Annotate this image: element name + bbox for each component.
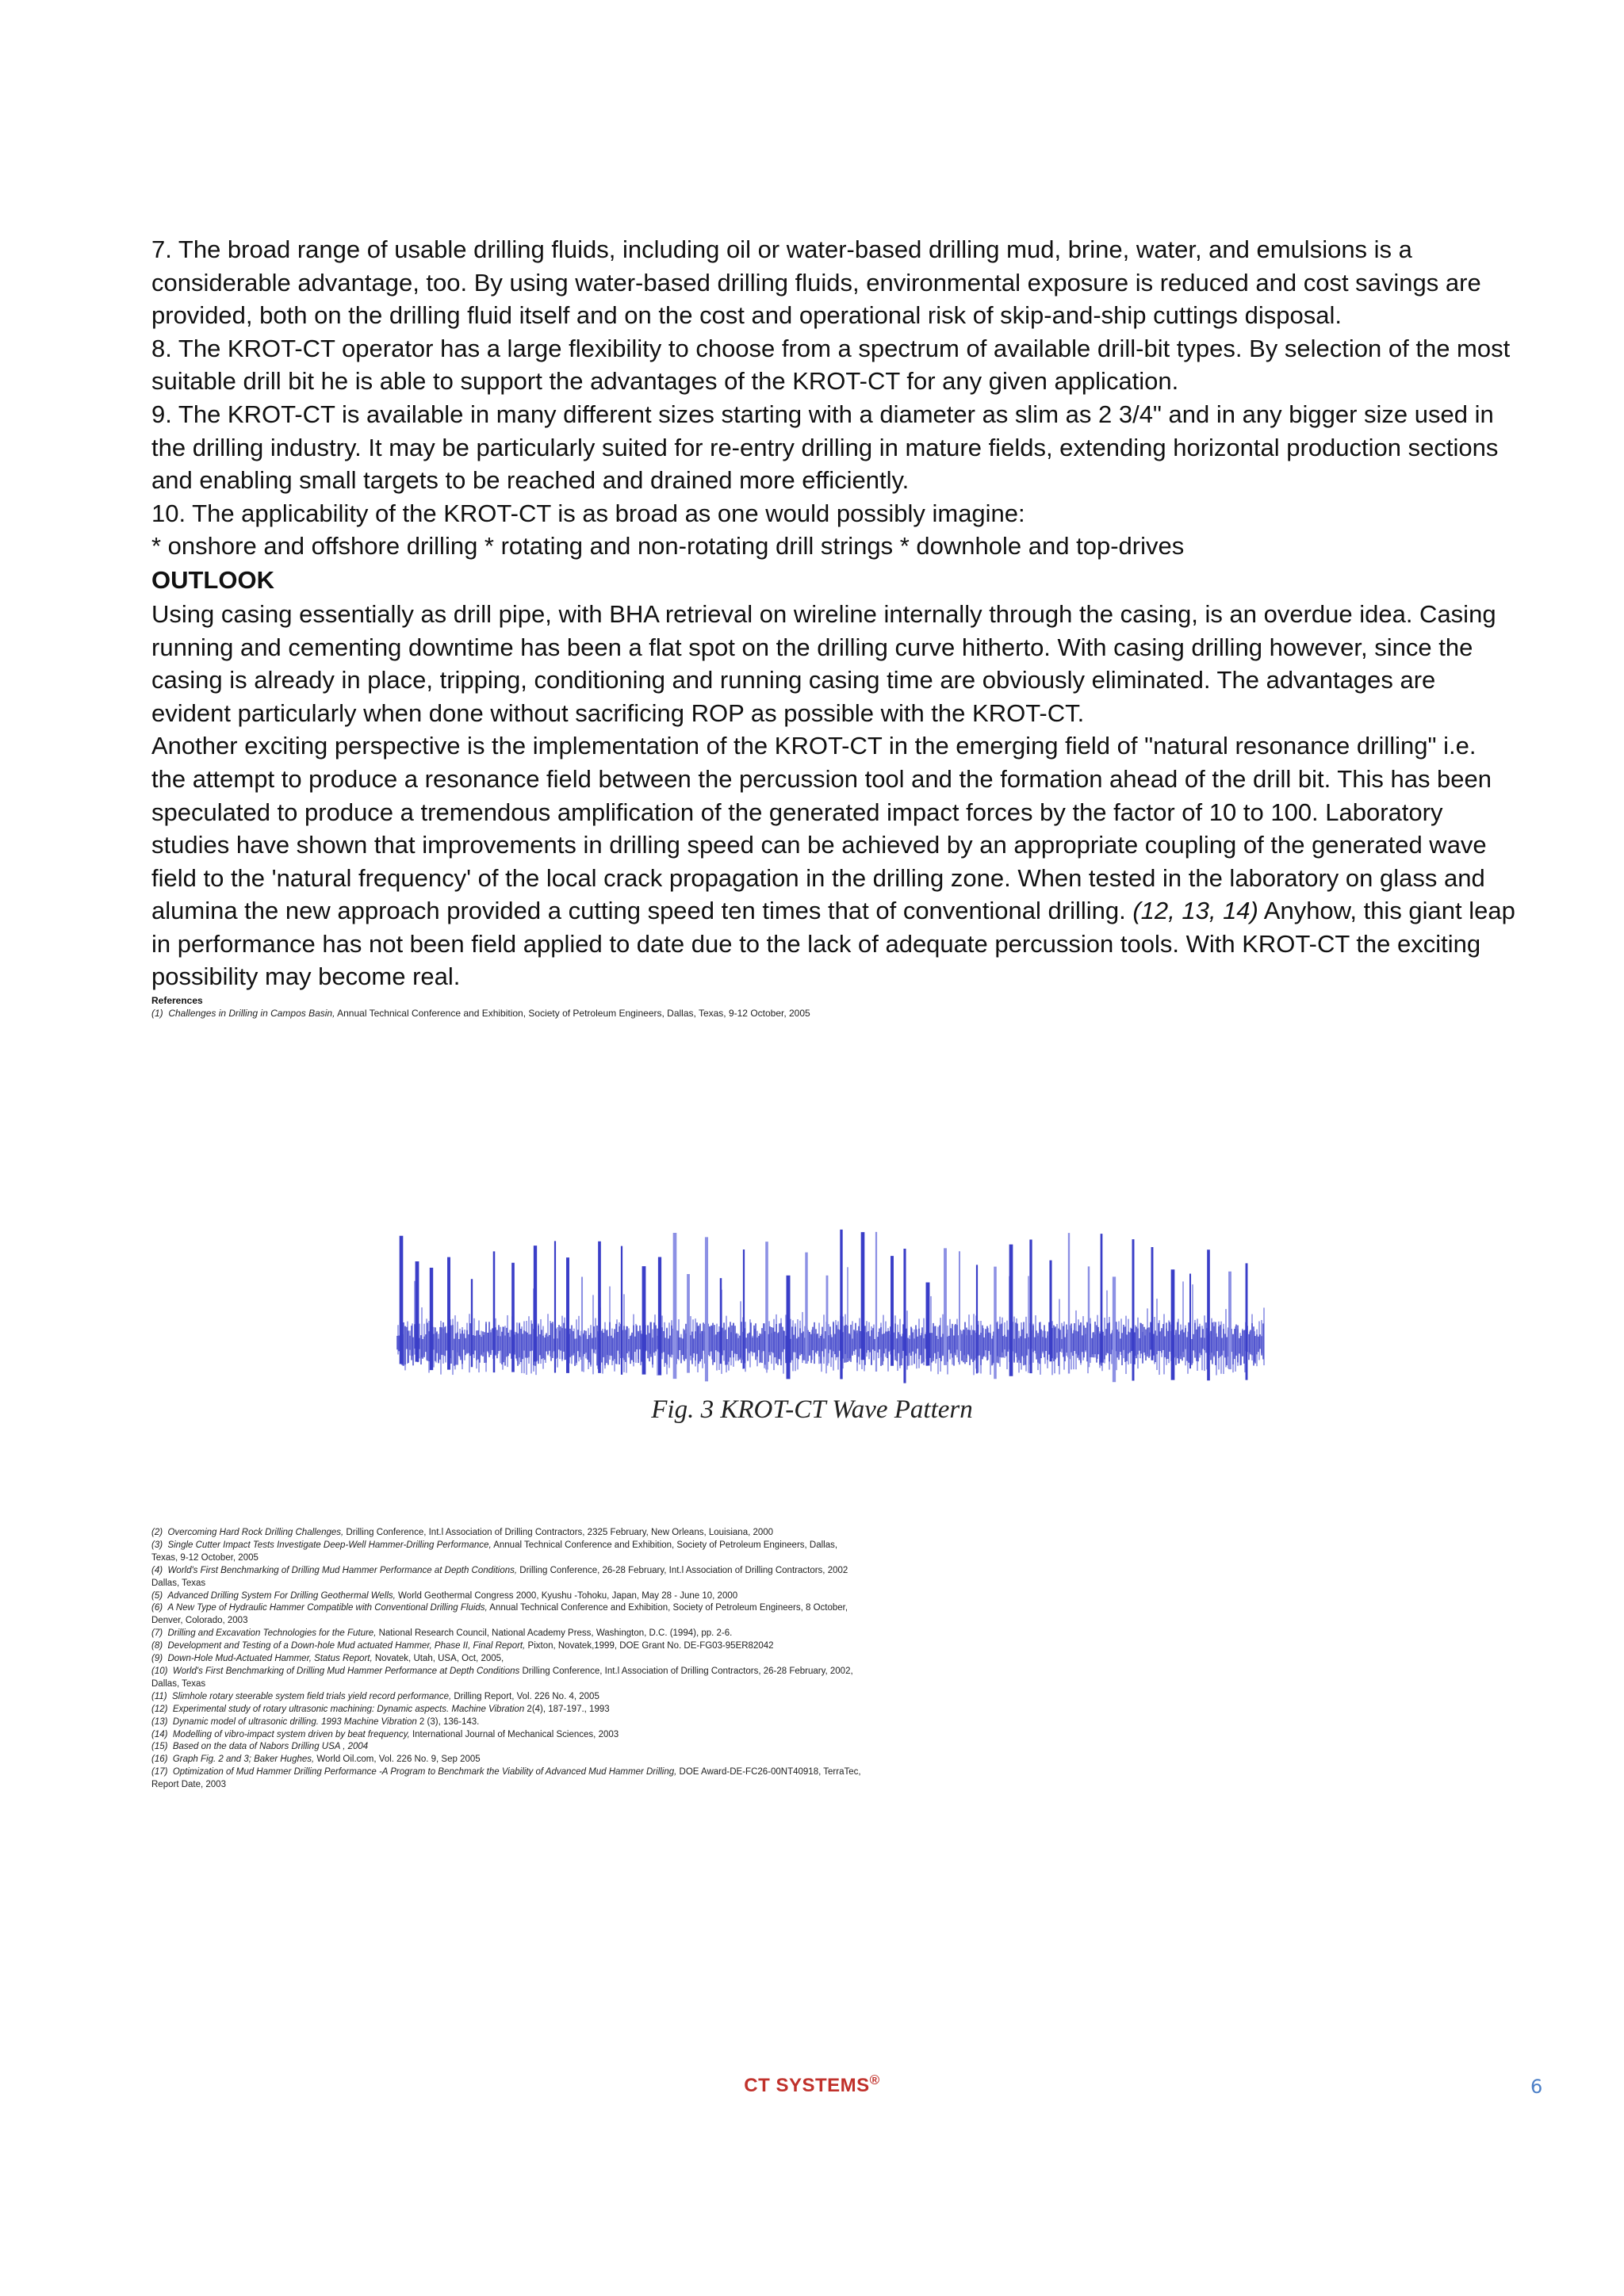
page-number: 6 <box>1530 2076 1543 2098</box>
reference-title: Drilling and Excavation Technologies for the Future, <box>167 1628 377 1639</box>
reference-number: (15) <box>151 1742 168 1752</box>
reference-title: World's First Benchmarking of Drilling Mud Hammer Performance at Depth Conditions <box>172 1666 520 1676</box>
reference-details: World Oil.com, Vol. 226 No. 9, Sep 2005 <box>314 1755 481 1765</box>
reference-number: (8) <box>151 1641 163 1651</box>
outlook-paragraph-2-start: Another exciting perspective is the implementation of the KROT-CT in the emerging field of "natural resonance drilling" i.e. the attempt to produce a resonance field between the percussion tool and the formation ahead of the drill bit. This has been speculated to produce a tremendous amplification of the generated impact forces by the factor of 10 to 100. Laboratory studies have shown that improvements in drilling speed can be achieved by an appropriate coupling of the generated wave field to the 'natural frequency' of the local crack propagation in the drilling zone. When tested in the laboratory on glass and alumina the new approach provided a cutting speed ten times that of conventional drilling. <box>151 732 1492 925</box>
reference-details: Pixton, Novatek,1999, DOE Grant No. DE-FG03-95ER82042 <box>525 1641 774 1651</box>
reference-number: (4) <box>151 1565 163 1575</box>
reference-details: 2 (3), 136-143. <box>416 1716 480 1727</box>
reference-item <box>151 1716 865 1729</box>
outlook-paragraph-1: Using casing essentially as drill pipe, with BHA retrieval on wireline internally through the casing, is an overdue idea. Casing running and cementing downtime has been a flat spot on the drilling curve hitherto. With casing drilling however, since the casing is already in place, tripping, conditioning and running casing time are obviously eliminated. The advantages are evident particularly when done without sacrificing ROP as possible with the KROT-CT. <box>151 599 1496 727</box>
reference-item <box>151 1602 865 1628</box>
reference-details: Novatek, Utah, USA, Oct, 2005, <box>372 1654 504 1664</box>
reference-title: Based on the data of Nabors Drilling USA , 2004 <box>172 1742 369 1752</box>
main-text-column <box>151 233 1515 1020</box>
outlook-heading: OUTLOOK <box>151 565 274 594</box>
reference-title: Single Cutter Impact Tests Investigate Deep-Well Hammer-Drilling Performance, <box>167 1540 492 1550</box>
references-list <box>151 1527 865 1792</box>
footer-brand <box>0 2072 1624 2097</box>
reference-title: Overcoming Hard Rock Drilling Challenges, <box>167 1528 344 1537</box>
reference-number: (7) <box>151 1628 163 1639</box>
reference-item <box>151 1653 865 1666</box>
reference-number: (11) <box>151 1691 167 1701</box>
registered-mark: ® <box>869 2072 880 2087</box>
reference-item <box>151 1540 865 1565</box>
reference-item <box>151 1741 865 1754</box>
reference-title: Slimhole rotary steerable system field trials yield record performance, <box>172 1691 452 1701</box>
reference-item <box>151 1704 865 1716</box>
reference-item-1 <box>151 1007 1515 1020</box>
reference-details: Drilling Conference, 26-28 February, Int.l Association of Drilling Contractors, 2002 Dallas, Texas <box>151 1565 848 1588</box>
reference-item <box>151 1590 865 1603</box>
reference-number: (5) <box>151 1590 163 1601</box>
reference-details: Annual Technical Conference and Exhibition, Society of Petroleum Engineers, 8 October, Denver, Colorado, 2003 <box>151 1603 848 1626</box>
reference-item <box>151 1729 865 1742</box>
references-heading: References <box>151 995 203 1007</box>
reference-item <box>151 1754 865 1766</box>
reference-details: World Geothermal Congress 2000, Kyushu -Tohoku, Japan, May 28 - June 10, 2000 <box>395 1590 738 1601</box>
reference-item <box>151 1565 865 1590</box>
reference-number: (1) <box>151 1008 163 1020</box>
reference-number: (9) <box>151 1654 163 1664</box>
reference-title: A New Type of Hydraulic Hammer Compatible with Conventional Drilling Fluids, <box>167 1603 488 1613</box>
reference-title: Graph Fig. 2 and 3; Baker Hughes, <box>172 1755 315 1765</box>
reference-title: Experimental study of rotary ultrasonic machining: Dynamic aspects. Machine Vibration <box>172 1704 525 1714</box>
reference-item <box>151 1691 865 1704</box>
outlook-paragraph-2-end: Anyhow, this giant leap in performance has not been field applied to date due to the lack of adequate percussion tools. With KROT-CT the exciting possibility may become real. <box>151 897 1515 991</box>
reference-item <box>151 1640 865 1653</box>
reference-details: Drilling Report, Vol. 226 No. 4, 2005 <box>451 1691 599 1701</box>
reference-item <box>151 1628 865 1640</box>
reference-item <box>151 1766 865 1792</box>
reference-number: (6) <box>151 1603 163 1613</box>
reference-title: Advanced Drilling System For Drilling Geothermal Wells, <box>167 1590 396 1601</box>
reference-details: DOE Award-DE-FC26-00NT40918, TerraTec, Report Date, 2003 <box>151 1767 861 1790</box>
reference-title: Optimization of Mud Hammer Drilling Performance -A Program to Benchmark the Viability of Advanced Mud Hammer Drilling, <box>172 1767 677 1777</box>
reference-details: 2(4), 187-197., 1993 <box>524 1704 610 1714</box>
reference-title: Down-Hole Mud-Actuated Hammer, Status Report, <box>167 1654 373 1664</box>
reference-title: Development and Testing of a Down-hole Mud actuated Hammer, Phase II, Final Report, <box>167 1641 526 1651</box>
reference-details: International Journal of Mechanical Sciences, 2003 <box>409 1729 619 1739</box>
reference-number: (12) <box>151 1704 168 1714</box>
paragraph-item-8: 8. The KROT-CT operator has a large flexibility to choose from a spectrum of available drill-bit types. By selection of the most suitable drill bit he is able to support the advantages of the KROT-CT for any given application. <box>151 334 1511 396</box>
reference-number: (13) <box>151 1716 168 1727</box>
outlook-paragraph-2 <box>151 729 1515 993</box>
paragraph-item-10: 10. The applicability of the KROT-CT is as broad as one would possibly imagine: <box>151 499 1025 527</box>
reference-number: (2) <box>151 1528 163 1537</box>
reference-title: World's First Benchmarking of Drilling Mud Hammer Performance at Depth Conditions, <box>167 1565 518 1575</box>
reference-number: (14) <box>151 1729 168 1739</box>
reference-title: Dynamic model of ultrasonic drilling. 1993 Machine Vibration <box>172 1716 417 1727</box>
reference-title: Modelling of vibro-impact system driven by beat frequency, <box>172 1729 410 1739</box>
figure-caption: Fig. 3 KROT-CT Wave Pattern <box>651 1395 973 1424</box>
wave-signal <box>397 1230 1264 1383</box>
reference-details: Annual Technical Conference and Exhibition, Society of Petroleum Engineers, Dallas, Texas, 9-12 October, 2005 <box>335 1008 810 1020</box>
reference-details: National Research Council, National Academy Press, Washington, D.C. (1994), pp. 2-6. <box>376 1628 733 1639</box>
reference-number: (3) <box>151 1540 163 1550</box>
reference-number: (17) <box>151 1767 168 1777</box>
reference-details: Drilling Conference, Int.l Association of Drilling Contractors, 2325 February, New Orleans, Louisiana, 2000 <box>343 1528 774 1537</box>
applicability-bullets: * onshore and offshore drilling * rotating and non-rotating drill strings * downhole and top-drives <box>151 532 1185 561</box>
paragraph-item-7: 7. The broad range of usable drilling fluids, including oil or water-based drilling mud, brine, water, and emulsions is a considerable advantage, too. By using water-based drilling fluids, environmental exposure is reduced and cost savings are provided, both on the drilling fluid itself and on the cost and operational risk of skip-and-ship cuttings disposal. <box>151 235 1481 330</box>
reference-title: Challenges in Drilling in Campos Basin, <box>168 1008 335 1020</box>
brand-name: CT SYSTEMS <box>744 2075 870 2096</box>
reference-item <box>151 1527 865 1540</box>
reference-number: (10) <box>151 1666 168 1676</box>
reference-details: Drilling Conference, Int.l Association of Drilling Contractors, 26-28 February, 2002, Dallas, Texas <box>151 1666 853 1689</box>
reference-number: (16) <box>151 1755 168 1765</box>
reference-details: Annual Technical Conference and Exhibition, Society of Petroleum Engineers, Dallas, Texas, 9-12 October, 2005 <box>151 1540 838 1563</box>
wave-pattern-figure <box>396 1225 1265 1391</box>
reference-item <box>151 1666 865 1691</box>
paragraph-item-9: 9. The KROT-CT is available in many different sizes starting with a diameter as slim as 2 3/4" and in any bigger size used in the drilling industry. It may be particularly suited for re-entry drilling in mature fields, extending horizontal production sections and enabling small targets to be reached and drained more efficiently. <box>151 400 1499 495</box>
citation-inline: (12, 13, 14) <box>1132 897 1258 925</box>
